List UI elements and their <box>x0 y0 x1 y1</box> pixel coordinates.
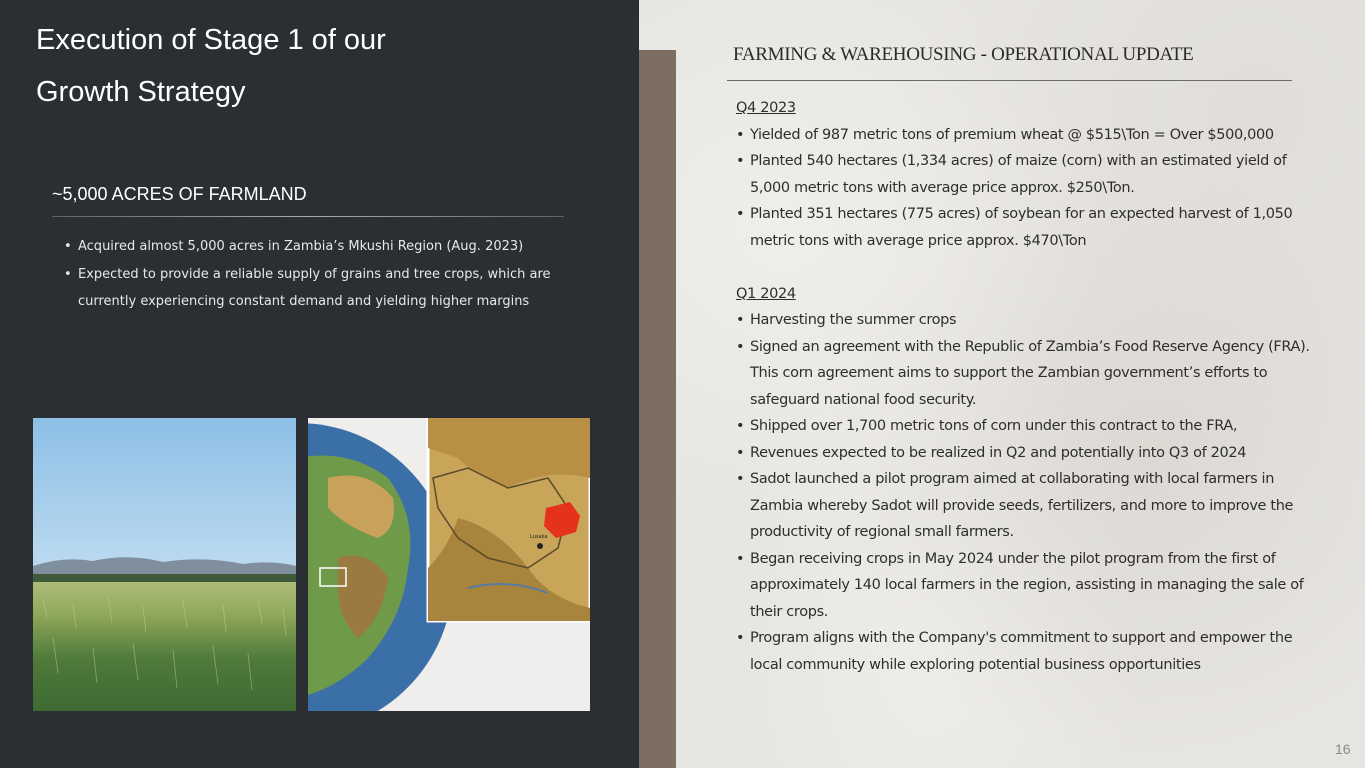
wheat-field-photo <box>33 418 296 711</box>
title-divider <box>727 80 1292 81</box>
q4-2023-heading: Q4 2023 <box>736 100 796 116</box>
list-item: • Expected to provide a reliable supply of grains and tree crops, which are currently experiencing constant demand and yielding higher margins <box>64 261 554 316</box>
slide-title <box>36 14 596 118</box>
list-item: • Shipped over 1,700 metric tons of corn under this contract to the FRA, <box>736 413 1321 440</box>
section-spacer <box>736 254 1321 281</box>
list-item: • Program aligns with the Company's commitment to support and empower the local community while exploring potential business opportunities <box>736 625 1321 678</box>
accent-bar <box>639 50 676 768</box>
q4-2023-bullet-list <box>736 122 1321 255</box>
list-item: • Acquired almost 5,000 acres in Zambia’s Mkushi Region (Aug. 2023) <box>64 233 554 261</box>
q1-2024-bullet-list <box>736 307 1321 678</box>
list-item: • Planted 351 hectares (775 acres) of soybean for an expected harvest of 1,050 metric tons with average price approx. $470\Ton <box>736 201 1321 254</box>
lusaka-map-label: Lusaka <box>530 534 548 540</box>
list-item: • Revenues expected to be realized in Q2 and potentially into Q3 of 2024 <box>736 440 1321 467</box>
operational-update-title: FARMING & WAREHOUSING - OPERATIONAL UPDATE <box>733 44 1194 65</box>
slide-title-line-2: Growth Strategy <box>36 76 246 108</box>
zambia-location-map <box>308 418 590 711</box>
page-number: 16 <box>1335 741 1351 757</box>
list-item: • Planted 540 hectares (1,334 acres) of maize (corn) with an estimated yield of 5,000 metric tons with average price approx. $250\Ton. <box>736 148 1321 201</box>
list-item: • Yielded of 987 metric tons of premium wheat @ $515\Ton = Over $500,000 <box>736 122 1321 149</box>
list-item: • Began receiving crops in May 2024 under the pilot program from the first of approximately 140 local farmers in the region, assisting in managing the sale of their crops. <box>736 546 1321 626</box>
farmland-heading: ~5,000 ACRES OF FARMLAND <box>52 184 307 204</box>
list-item: • Sadot launched a pilot program aimed at collaborating with local farmers in Zambia whereby Sadot will provide seeds, fertilizers, and more to improve the productivity of regional small farmers. <box>736 466 1321 546</box>
farmland-bullet-list <box>64 233 554 316</box>
q1-2024-heading: Q1 2024 <box>736 285 796 302</box>
list-item: • Harvesting the summer crops <box>736 307 1321 334</box>
operational-update-body <box>736 95 1321 678</box>
list-item: • Signed an agreement with the Republic of Zambia’s Food Reserve Agency (FRA). This corn agreement aims to support the Zambian government’s efforts to safeguard national food security. <box>736 334 1321 414</box>
slide-title-line-1: Execution of Stage 1 of our <box>36 24 386 56</box>
heading-divider <box>52 216 564 217</box>
